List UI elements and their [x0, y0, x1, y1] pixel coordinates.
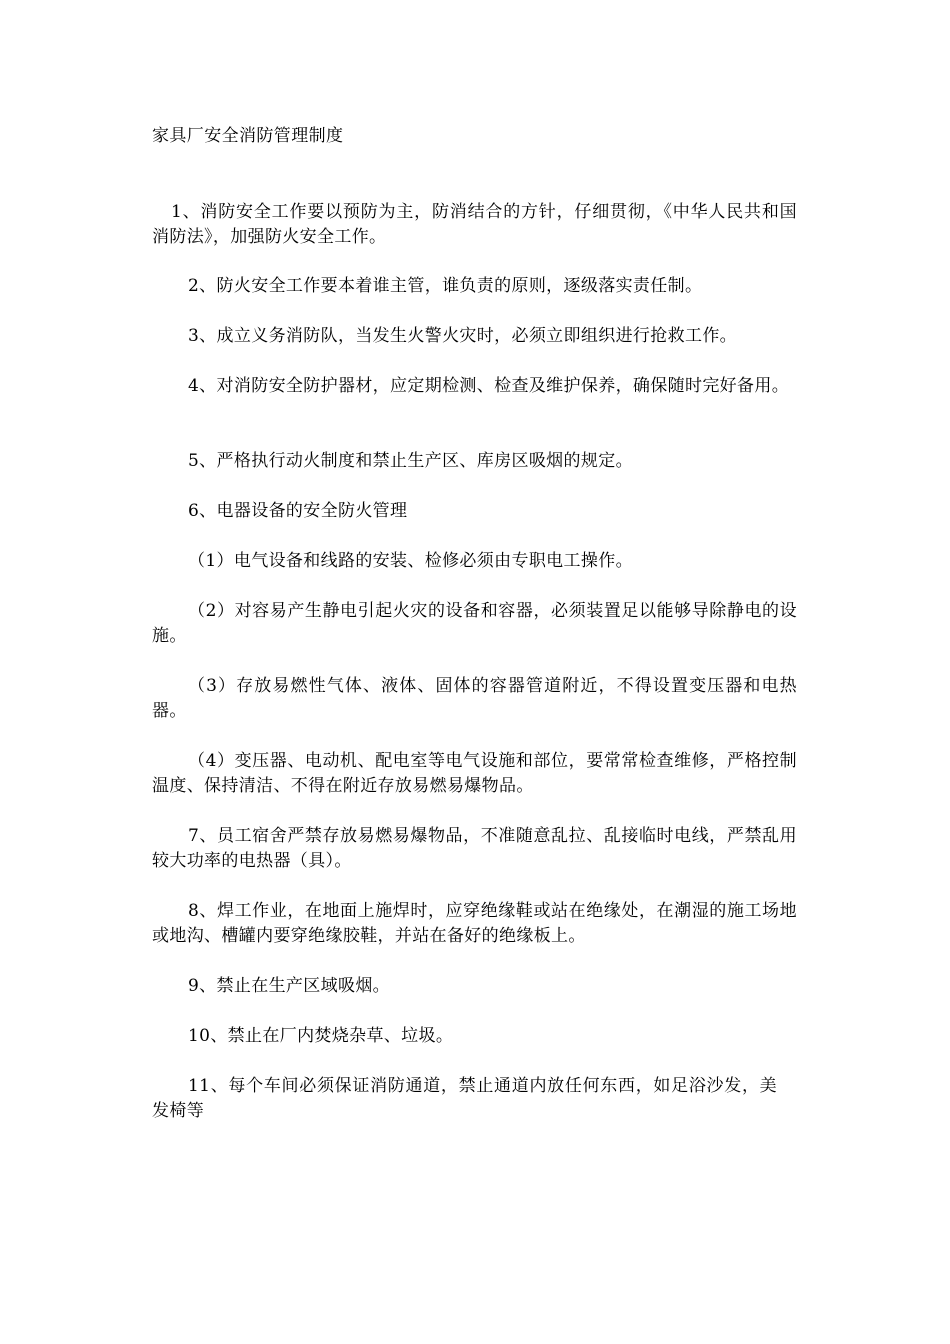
paragraph-item-8: 8、焊工作业，在地面上施焊时，应穿绝缘鞋或站在绝缘处，在潮湿的施工场地或地沟、槽罐内要穿绝缘胶鞋，并站在备好的绝缘板上。 [152, 901, 797, 946]
paragraph-item-5: 5、严格执行动火制度和禁止生产区、库房区吸烟的规定。 [188, 451, 633, 471]
paragraph-item-1: 1、消防安全工作要以预防为主，防消结合的方针，仔细贯彻，《中华人民共和国消防法》，加强防火安全工作。 [152, 202, 797, 247]
paragraph-item-6: 6、电器设备的安全防火管理 [188, 501, 408, 521]
paragraph-item-7: 7、员工宿舍严禁存放易燃易爆物品，不准随意乱拉、乱接临时电线，严禁乱用较大功率的电热器（具）。 [152, 826, 797, 871]
paragraph-item-3: 3、成立义务消防队，当发生火警火灾时，必须立即组织进行抢救工作。 [188, 326, 738, 346]
paragraph-item-11: 11、每个车间必须保证消防通道，禁止通道内放任何东西，如足浴沙发，美发椅等 [152, 1076, 777, 1121]
sub-item-2: （2）对容易产生静电引起火灾的设备和容器，必须装置足以能够导除静电的设施。 [152, 601, 797, 646]
paragraph-item-9: 9、禁止在生产区域吸烟。 [188, 976, 391, 996]
sub-item-1: （1）电气设备和线路的安装、检修必须由专职电工操作。 [188, 551, 633, 571]
paragraph-item-4: 4、对消防安全防护器材，应定期检测、检查及维护保养，确保随时完好备用。 [188, 376, 790, 396]
sub-item-3: （3）存放易燃性气体、液体、固体的容器管道附近，不得设置变压器和电热器。 [152, 676, 797, 721]
paragraph-item-10: 10、禁止在厂内焚烧杂草、垃圾。 [188, 1026, 454, 1046]
sub-item-4: （4）变压器、电动机、配电室等电气设施和部位，要常常检查维修，严格控制温度、保持清洁、不得在附近存放易燃易爆物品。 [152, 751, 797, 796]
document-title: 家具厂安全消防管理制度 [152, 126, 344, 146]
paragraph-item-2: 2、防火安全工作要本着谁主管，谁负责的原则，逐级落实责任制。 [188, 276, 703, 296]
